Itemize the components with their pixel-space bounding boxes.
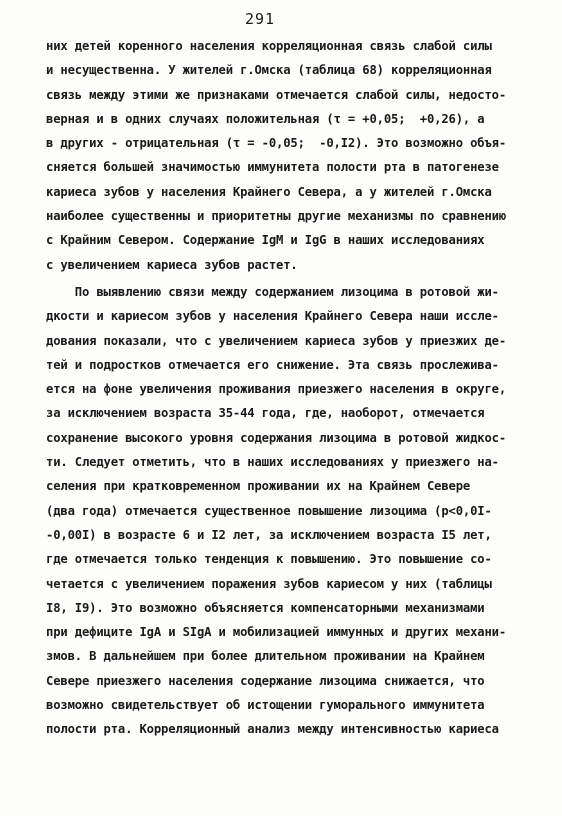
text-line: дкости и кариесом зубов у населения Крайнего Севера наши иссле- (46, 309, 499, 324)
text-line: дования показали, что с увеличением кариеса зубов у приезжих де- (46, 333, 506, 348)
text-line: сохранение высокого уровня содержания лизоцима в ротовой жидкос- (46, 430, 506, 445)
text-line: ется на фоне увеличения проживания приезжего населения в округе, (46, 382, 506, 397)
paragraph-1 (46, 34, 526, 277)
text-line: наиболее существенны и приоритетны другие механизмы по сравнению (46, 209, 506, 224)
text-line: По выявлению связи между содержанием лизоцима в ротовой жи- (46, 285, 499, 299)
text-line: -0,00I) в возрасте 6 и I2 лет, за исключением возраста I5 лет, (46, 527, 492, 542)
text-line: (два года) отмечается существенное повышение лизоцима (p<0,0I- (46, 503, 492, 518)
text-line: сняется большей значимостью иммунитета полости рта в патогенезе (46, 160, 499, 175)
text-line: с Крайним Севером. Содержание IgM и IgG в наших исследованиях (46, 233, 485, 248)
text-line: четается с увеличением поражения зубов кариесом у них (таблицы (46, 576, 492, 591)
text-line: при дефиците IgA и SIgA и мобилизацией иммунных и других механи- (46, 625, 506, 640)
text-line: с увеличением кариеса зубов растет. (46, 257, 298, 272)
text-line: тей и подростков отмечается его снижение. Эта связь прослежива- (46, 357, 499, 372)
page-number: 291 (244, 10, 276, 28)
text-line: возможно свидетельствует об истощении гуморального иммунитета (46, 698, 485, 713)
text-line: полости рта. Корреляционный анализ между интенсивностью кариеса (46, 722, 499, 737)
text-line: и несущественна. У жителей г.Омска (таблица 68) корреляционная (46, 63, 492, 78)
text-line: в других - отрицательная (τ = -0,05; -0,I2). Это возможно объя- (46, 136, 506, 151)
text-line: верная и в одних случаях положительная (τ = +0,05; +0,26), а (46, 111, 485, 126)
text-line: Севере приезжего населения содержание лизоцима снижается, что (46, 673, 485, 688)
text-line: них детей коренного населения корреляционная связь слабой силы (46, 39, 492, 53)
text-line: I8, I9). Это возможно объясняется компенсаторными механизмами (46, 600, 485, 615)
text-line: ти. Следует отметить, что в наших исследованиях у приезжего на- (46, 455, 499, 470)
text-line: селения при кратковременном проживании их на Крайнем Севере (46, 479, 471, 494)
paragraph-2 (46, 280, 526, 742)
text-line: за исключением возраста 35-44 года, где, наоборот, отмечается (46, 406, 485, 421)
text-line: связь между этими же признаками отмечается слабой силы, недосто- (46, 87, 506, 102)
text-line: где отмечается только тенденция к повышению. Это повышение со- (46, 552, 492, 567)
text-line: кариеса зубов у населения Крайнего Севера, а у жителей г.Омска (46, 184, 492, 199)
text-line: змов. В дальнейшем при более длительном проживании на Крайнем (46, 649, 485, 664)
